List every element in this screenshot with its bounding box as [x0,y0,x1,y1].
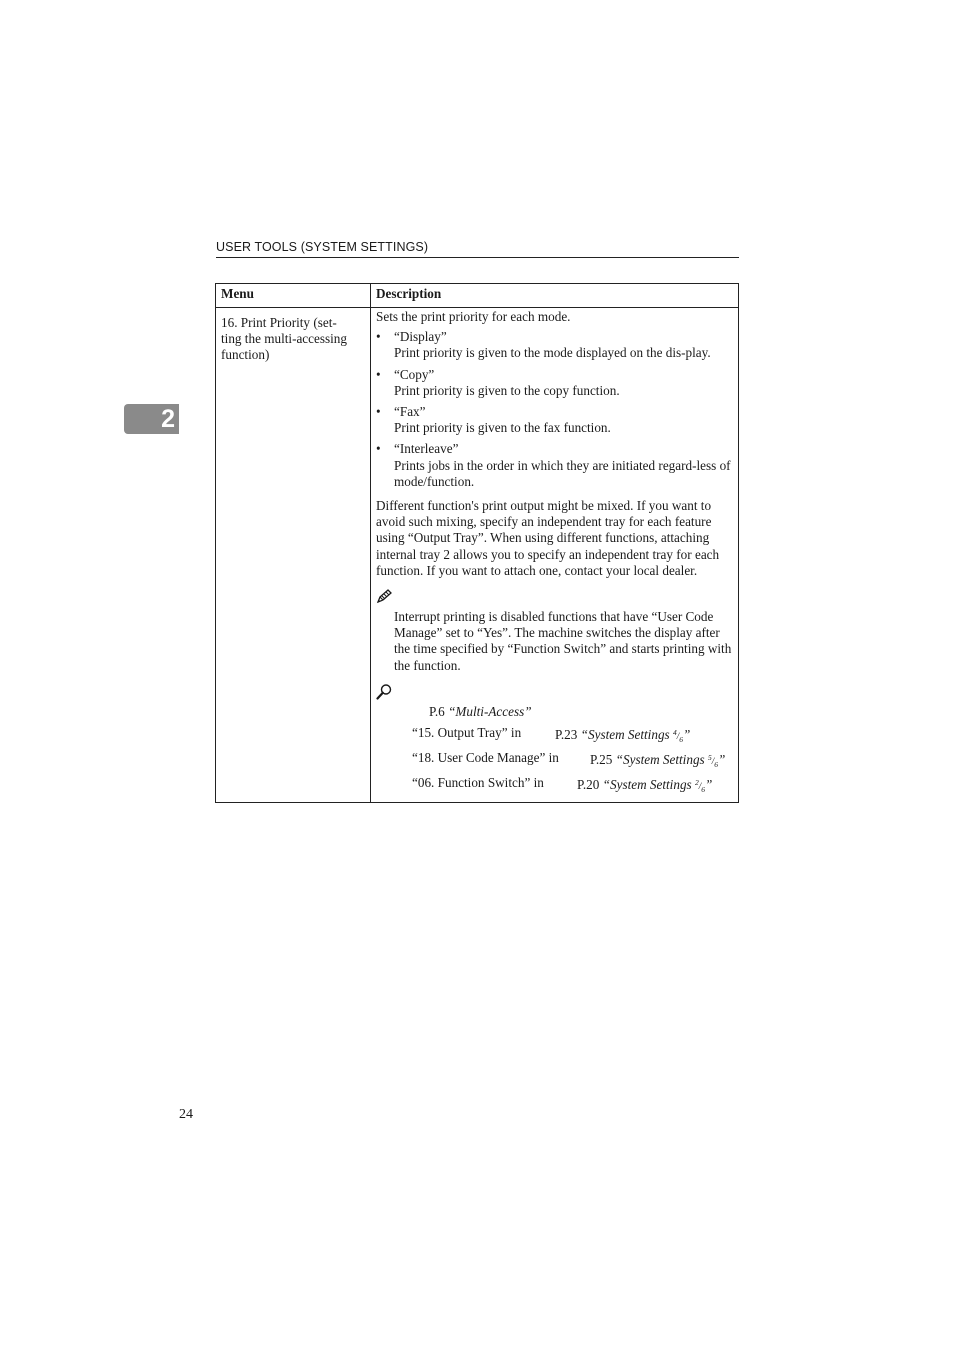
settings-table [215,283,739,803]
note-text: Interrupt printing is disabled functions that have “User Code Manage” set to “Yes”. The machine switches the display after the time specified by “Function Switch” and starts printing with the function. [394,609,732,673]
column-header-description: Description [371,284,739,308]
section-header: USER TOOLS (SYSTEM SETTINGS) [216,240,429,254]
reference-link[interactable] [590,750,725,773]
bullet: • [376,329,381,345]
mode-label: “Fax” [394,404,426,420]
mode-text: Print priority is given to the copy function. [394,382,620,398]
bullet: • [376,441,381,457]
bullet: • [376,404,381,420]
reference-page: P.25 [590,751,613,767]
fraction: $^4/_6$ [672,727,683,744]
fraction-denominator: 6 [714,759,718,769]
bullet: • [376,366,381,382]
reference-row [375,771,734,796]
chapter-tab: 2 [124,404,179,434]
table-header-row [216,284,739,308]
fraction-denominator: 6 [701,784,705,794]
reference-page: P.6 [429,703,445,719]
reference-close-quote: ” [682,726,691,742]
reference-link[interactable] [555,725,690,748]
mode-label: “Display” [394,329,447,345]
menu-cell [216,308,371,803]
reference-close-quote: ” [704,776,713,792]
reference-page: P.20 [577,776,600,792]
reference-page: P.23 [555,726,578,742]
reference-item: “18. User Code Manage” in [412,749,559,765]
magnifier-reference-icon [375,683,393,701]
reference-row [375,721,734,746]
mode-list [375,329,734,490]
header-divider [216,257,739,258]
pencil-note-icon [375,588,393,605]
menu-item-line: ting the multi-accessing [221,331,347,347]
mode-text: Print priority is given to the mode displayed on the dis-play. [394,345,711,361]
reference-row [375,746,734,771]
reference-title: “Multi-Access” [448,703,532,719]
mode-text: Prints jobs in the order in which they are initiated regard-less of mode/function. [394,457,731,489]
list-item [375,329,734,361]
fraction-numerator: 4 [672,727,677,737]
menu-item-line: function) [221,347,270,363]
reference-item: “15. Output Tray” in [412,724,522,740]
mode-label: “Copy” [394,366,435,382]
mixing-note: Different function's print output might be mixed. If you want to avoid such mixing, specify an independent tray for each feature using “Output Tray”. When using different functions, attaching internal tray 2 allows you to specify an independent tray for each function. If you want to attach one, contact your local dealer. [376,498,720,578]
column-header-menu: Menu [216,284,371,308]
menu-item-line: 16. Print Priority (set- [221,315,337,330]
list-item [375,441,734,490]
reference-title: “System Settings [602,776,692,792]
fraction-numerator: 5 [707,752,712,762]
list-item [375,404,734,436]
page-number: 24 [179,1107,193,1122]
reference-title: “System Settings [615,751,705,767]
table-row [216,308,739,803]
fraction-numerator: 2 [694,777,699,787]
reference-icon-row [375,683,734,701]
fraction: $^5/_6$ [707,752,718,769]
note-icon-row [375,588,734,606]
description-cell [371,308,739,803]
mode-text: Print priority is given to the fax function. [394,420,611,436]
reference-link[interactable] [429,704,532,720]
fraction: $^2/_6$ [694,777,705,794]
mode-label: “Interleave” [394,441,459,457]
list-item [375,367,734,399]
reference-item: “06. Function Switch” in [412,774,544,790]
description-intro: Sets the print priority for each mode. [376,309,571,324]
reference-row [375,701,734,721]
fraction-denominator: 6 [679,734,683,744]
reference-close-quote: ” [717,751,726,767]
reference-link[interactable] [577,775,712,798]
reference-title: “System Settings [580,726,670,742]
